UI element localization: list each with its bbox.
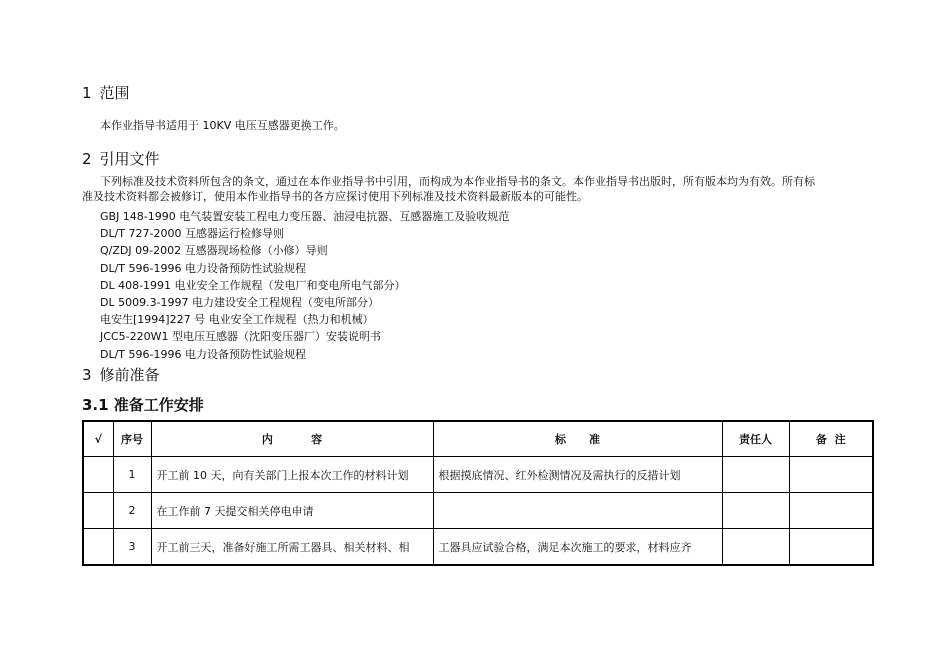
cell-owner	[722, 457, 789, 493]
cell-content: 开工前 10 天，向有关部门上报本次工作的材料计划	[151, 457, 433, 493]
cell-no: 3	[113, 529, 151, 566]
section-1-heading	[82, 82, 130, 103]
cell-no: 1	[113, 457, 151, 493]
cell-note	[789, 493, 873, 529]
section-number: 1	[82, 84, 92, 102]
cell-standard: 工器具应试验合格，满足本次施工的要求，材料应齐	[433, 529, 722, 566]
cell-standard	[433, 493, 722, 529]
cell-owner	[722, 529, 789, 566]
subsection-3-1-heading: 3.1 准备工作安排	[82, 396, 204, 414]
section-3-heading	[82, 364, 160, 385]
section-title: 引用文件	[99, 150, 160, 168]
section-2-heading	[82, 148, 160, 169]
col-header-standard: 标 准	[433, 421, 722, 457]
reference-item: JCC5-220W1 型电压互感器（沈阳变压器厂）安装说明书	[100, 330, 381, 344]
table-row	[83, 493, 873, 529]
reference-item: DL/T 596-1996 电力设备预防性试验规程	[100, 347, 306, 361]
section-title: 范围	[99, 84, 130, 102]
cell-check	[83, 529, 113, 566]
cell-content: 在工作前 7 天提交相关停电申请	[151, 493, 433, 529]
col-header-content: 内 容	[151, 421, 433, 457]
col-header-owner: 责任人	[722, 421, 789, 457]
col-header-no: 序号	[113, 421, 151, 457]
cell-standard: 根据摸底情况、红外检测情况及需执行的反措计划	[433, 457, 722, 493]
cell-content: 开工前三天，准备好施工所需工器具、相关材料、相	[151, 529, 433, 566]
cell-note	[789, 457, 873, 493]
table-row	[83, 529, 873, 566]
reference-item: 电安生[1994]227 号 电业安全工作规程（热力和机械）	[100, 313, 374, 327]
section-1-text: 本作业指导书适用于 10KV 电压互感器更换工作。	[100, 119, 345, 132]
work-plan-table	[82, 420, 874, 566]
section-2-intro-line1: 下列标准及技术资料所包含的条文，通过在本作业指导书中引用，而构成为本作业指导书的条文。本作业指导书出版时，所有版本均为有效。所有标	[100, 175, 815, 188]
section-2-intro-line2: 准及技术资料都会被修订，使用本作业指导书的各方应探讨使用下列标准及技术资料最新版本的可能性。	[82, 190, 588, 203]
col-header-note: 备 注	[789, 421, 873, 457]
table-header-row	[83, 421, 873, 457]
col-header-check: √	[83, 421, 113, 457]
reference-item: GBJ 148-1990 电气装置安装工程电力变压器、油浸电抗器、互感器施工及验收规范	[100, 210, 510, 223]
cell-check	[83, 493, 113, 529]
reference-item: DL 408-1991 电业安全工作规程（发电厂和变电所电气部分）	[100, 278, 406, 292]
table-row	[83, 457, 873, 493]
section-number: 2	[82, 150, 92, 168]
reference-list	[100, 208, 509, 363]
reference-item: DL 5009.3-1997 电力建设安全工程规程（变电所部分）	[100, 296, 380, 310]
section-title: 修前准备	[99, 366, 160, 384]
section-number: 3	[82, 366, 92, 384]
reference-item: DL/T 596-1996 电力设备预防性试验规程	[100, 261, 306, 275]
reference-item: DL/T 727-2000 互感器运行检修导则	[100, 227, 284, 241]
cell-owner	[722, 493, 789, 529]
cell-no: 2	[113, 493, 151, 529]
cell-check	[83, 457, 113, 493]
cell-note	[789, 529, 873, 566]
reference-item: Q/ZDJ 09-2002 互感器现场检修（小修）导则	[100, 244, 328, 258]
